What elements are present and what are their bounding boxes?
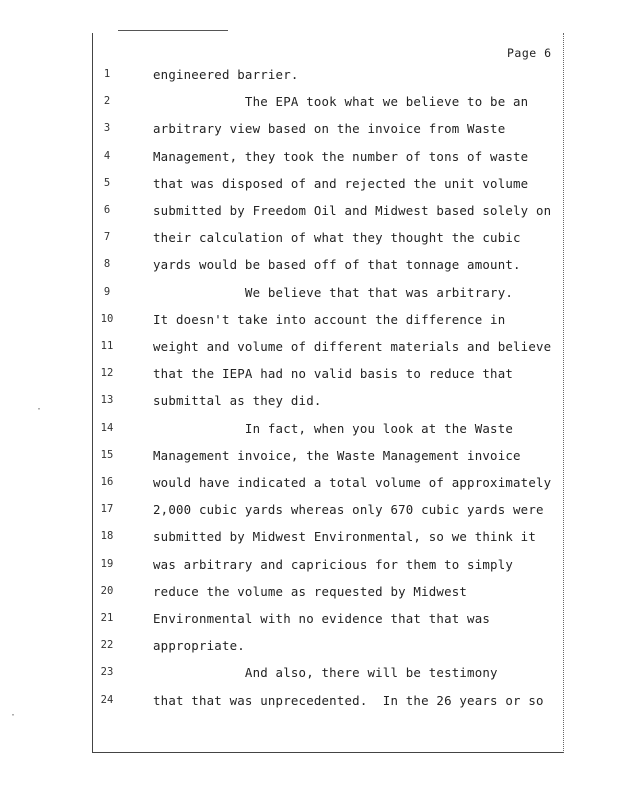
line-number: 22 (100, 639, 114, 652)
line-number: 12 (100, 367, 114, 380)
transcript-line-text: Management invoice, the Waste Management invoice (153, 447, 521, 463)
line-number: 14 (100, 421, 114, 434)
line-number: 11 (100, 340, 114, 352)
line-number: 7 (103, 231, 111, 244)
line-number: 18 (100, 530, 114, 543)
transcript-line-text: The EPA took what we believe to be an (153, 94, 529, 110)
transcript-line-text: that that was unprecedented. In the 26 years or so (153, 692, 544, 708)
transcript-line-text: It doesn't take into account the difference in (153, 311, 506, 327)
line-number: 20 (100, 584, 114, 597)
scan-speck: · (10, 710, 17, 721)
transcript-line-text: We believe that that was arbitrary. (153, 284, 514, 300)
line-number: 3 (103, 122, 111, 135)
transcript-line-text: Management, they took the number of tons of waste (153, 148, 529, 164)
line-number: 9 (103, 285, 111, 298)
line-number: 4 (103, 149, 111, 162)
transcript-line-text: that was disposed of and rejected the unit volume (153, 175, 529, 191)
transcript-line-text: would have indicated a total volume of approximately (153, 475, 552, 490)
line-number: 13 (100, 394, 114, 407)
transcript-line-text: submitted by Midwest Environmental, so we think it (153, 529, 536, 545)
transcript-line-text: submitted by Freedom Oil and Midwest based solely on (153, 203, 552, 218)
transcript-line-text: arbitrary view based on the invoice from Waste (153, 121, 506, 137)
line-number: 5 (103, 176, 111, 189)
line-number: 24 (100, 693, 114, 706)
transcript-line-text: appropriate. (153, 638, 245, 654)
line-number: 2 (103, 95, 111, 108)
line-number: 6 (103, 204, 111, 216)
transcript-line-text: In fact, when you look at the Waste (153, 420, 514, 436)
scan-speck: · (36, 404, 43, 415)
line-number: 16 (100, 476, 114, 488)
transcript-line-text: 2,000 cubic yards whereas only 670 cubic yards were (153, 502, 544, 518)
line-number: 17 (100, 503, 114, 516)
transcript-line-text: that the IEPA had no valid basis to reduce that (153, 366, 514, 382)
line-number: 8 (103, 258, 111, 271)
transcript-line-text: yards would be based off of that tonnage amount. (153, 257, 521, 273)
transcript-line-text: weight and volume of different materials and believe (153, 339, 552, 354)
transcript-line-text: reduce the volume as requested by Midwest (153, 583, 468, 599)
transcript-line-text: was arbitrary and capricious for them to simply (153, 556, 514, 572)
line-number: 21 (100, 612, 114, 624)
transcript-line-text: their calculation of what they thought the cubic (153, 230, 521, 246)
transcript-line-text: And also, there will be testimony (153, 665, 498, 681)
page-number-label: Page 6 (507, 46, 552, 60)
transcript-line-text: submittal as they did. (153, 393, 322, 409)
line-number: 23 (100, 666, 114, 679)
transcript-line-text: engineered barrier. (153, 67, 299, 82)
line-number: 1 (103, 68, 111, 80)
line-number: 15 (100, 448, 114, 461)
transcript-line-text: Environmental with no evidence that that was (153, 611, 491, 626)
scan-top-rule (118, 30, 228, 31)
line-number: 10 (100, 312, 114, 325)
line-number: 19 (100, 557, 114, 570)
